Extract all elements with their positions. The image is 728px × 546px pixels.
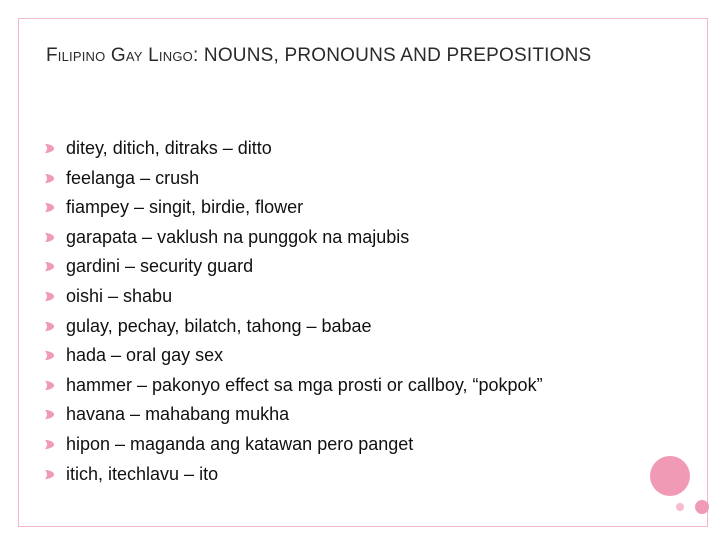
list-item (44, 193, 664, 223)
list-item (44, 134, 664, 164)
list-item-text: oishi – shabu (66, 285, 173, 306)
list-item-text: itich, itechlavu – ito (66, 463, 219, 484)
bullet-icon (44, 350, 55, 361)
list-item (44, 400, 664, 430)
list-item-text: gardini – security guard (66, 256, 254, 277)
bullet-list (44, 134, 664, 489)
decorative-circle-large (650, 456, 690, 496)
bullet-icon (44, 409, 55, 420)
list-item (44, 164, 664, 194)
bullet-icon (44, 291, 55, 302)
bullet-icon (44, 439, 55, 450)
list-item (44, 252, 664, 282)
slide-title (46, 44, 606, 68)
bullet-icon (44, 173, 55, 184)
bullet-icon (44, 469, 55, 480)
bullet-icon (44, 202, 55, 213)
bullet-icon (44, 232, 55, 243)
bullet-icon (44, 261, 55, 272)
list-item-text: garapata – vaklush na punggok na majubis (66, 226, 410, 247)
decorative-circle-small (695, 500, 709, 514)
decorative-circle-tiny (676, 503, 684, 511)
bullet-icon (44, 143, 55, 154)
list-item (44, 341, 664, 371)
title-rest: : NOUNS, PRONOUNS AND PREPOSITIONS (192, 45, 592, 66)
list-item (44, 312, 664, 342)
bullet-icon (44, 380, 55, 391)
list-item (44, 282, 664, 312)
title-small-caps: Filipino Gay Lingo (46, 45, 193, 66)
list-item (44, 371, 664, 401)
list-item-text: hipon – maganda ang katawan pero panget (66, 433, 414, 454)
list-item-text: gulay, pechay, bilatch, tahong – babae (66, 315, 372, 336)
list-item-text: hammer – pakonyo effect sa mga prosti or callboy, “pokpok” (66, 374, 543, 395)
list-item (44, 430, 664, 460)
list-item-text: hada – oral gay sex (66, 345, 224, 366)
bullet-icon (44, 321, 55, 332)
list-item (44, 460, 664, 490)
list-item-text: havana – mahabang mukha (66, 404, 290, 425)
list-item (44, 223, 664, 253)
list-item-text: ditey, ditich, ditraks – ditto (66, 138, 272, 158)
list-item-text: feelanga – crush (66, 167, 200, 188)
list-item-text: fiampey – singit, birdie, flower (66, 197, 304, 218)
